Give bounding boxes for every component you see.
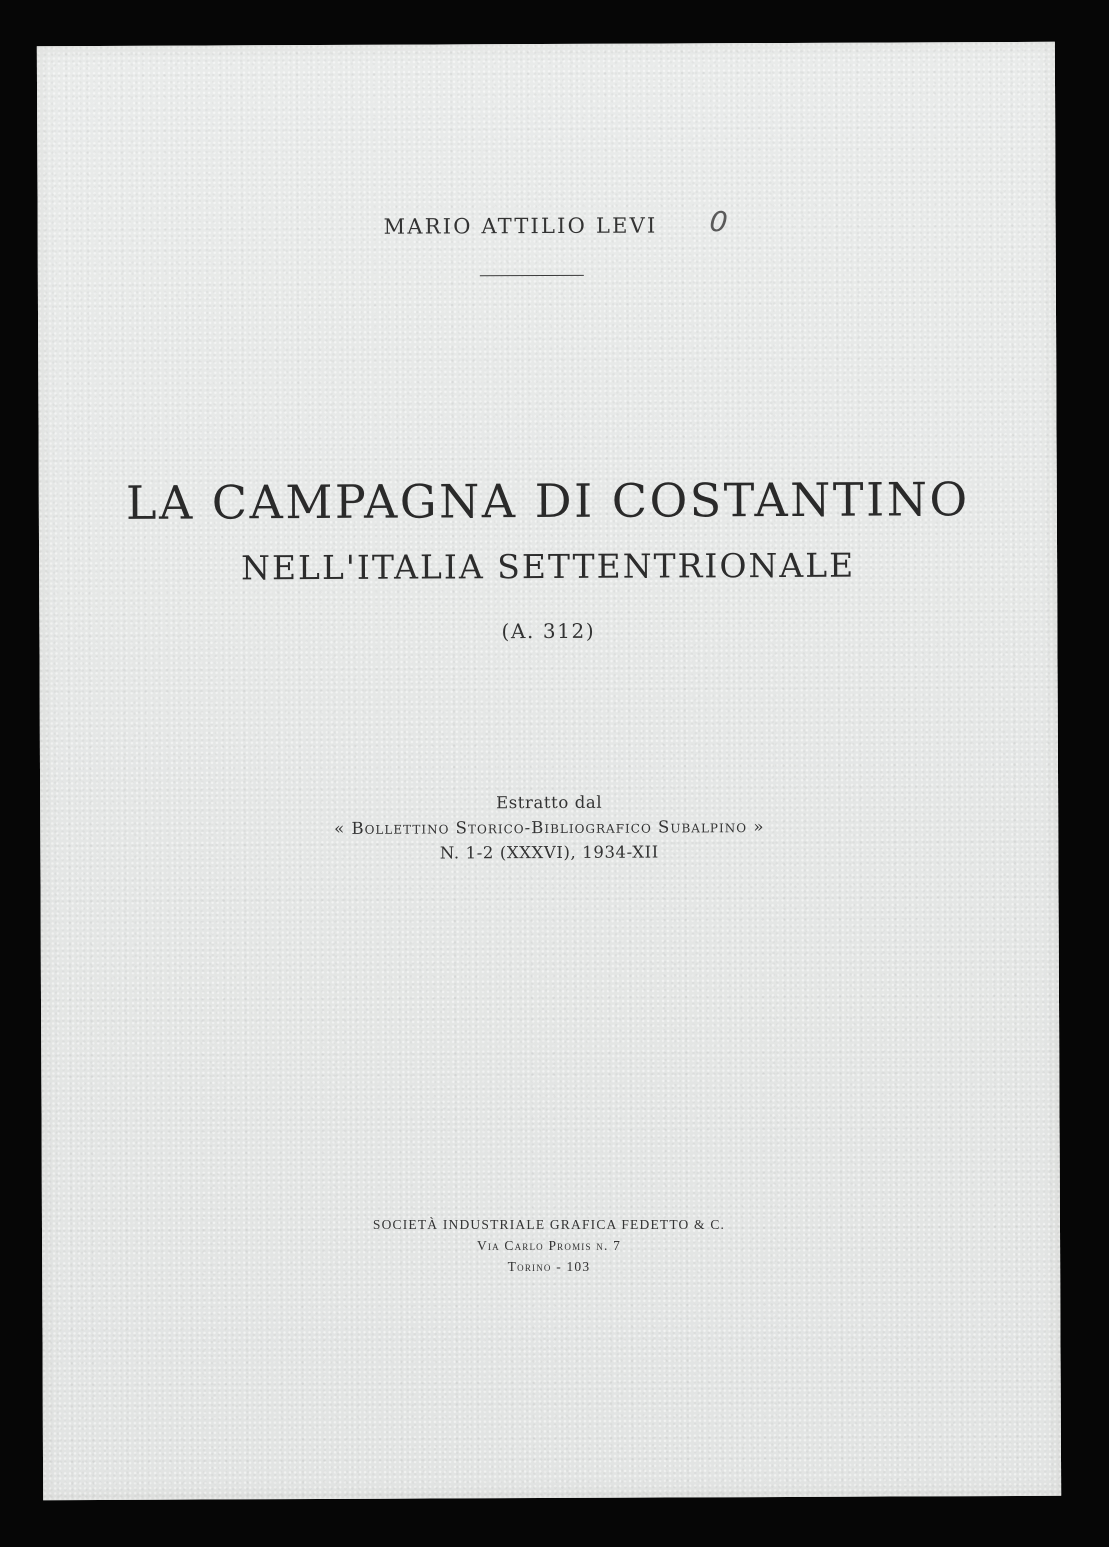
- extract-line-3: N. 1-2 (XXXVI), 1934-XII: [439, 842, 659, 863]
- decorative-rule: [480, 275, 584, 276]
- handwritten-annotation: 0: [707, 204, 730, 240]
- title-line-1: LA CAMPAGNA DI COSTANTINO: [125, 472, 970, 530]
- title-year: (A. 312): [501, 618, 596, 644]
- printer-line-1: SOCIETÀ INDUSTRIALE GRAFICA FEDETTO & C.: [372, 1217, 726, 1232]
- printer-line-2: Via Carlo Promis n. 7: [476, 1238, 622, 1253]
- extract-line-2: « Bollettino Storico-Bibliografico Subalpino »: [334, 817, 765, 838]
- title-line-2: NELL'ITALIA SETTENTRIONALE: [240, 545, 856, 588]
- extract-line-1: Estratto dal: [496, 792, 603, 813]
- printer-imprint-block: [40, 1214, 1058, 1277]
- extract-note: [40, 788, 1058, 867]
- pamphlet-cover: [37, 42, 1061, 1500]
- printer-line-3: Torino - 103: [507, 1259, 591, 1274]
- author-name: MARIO ATTILIO LEVI: [383, 213, 658, 239]
